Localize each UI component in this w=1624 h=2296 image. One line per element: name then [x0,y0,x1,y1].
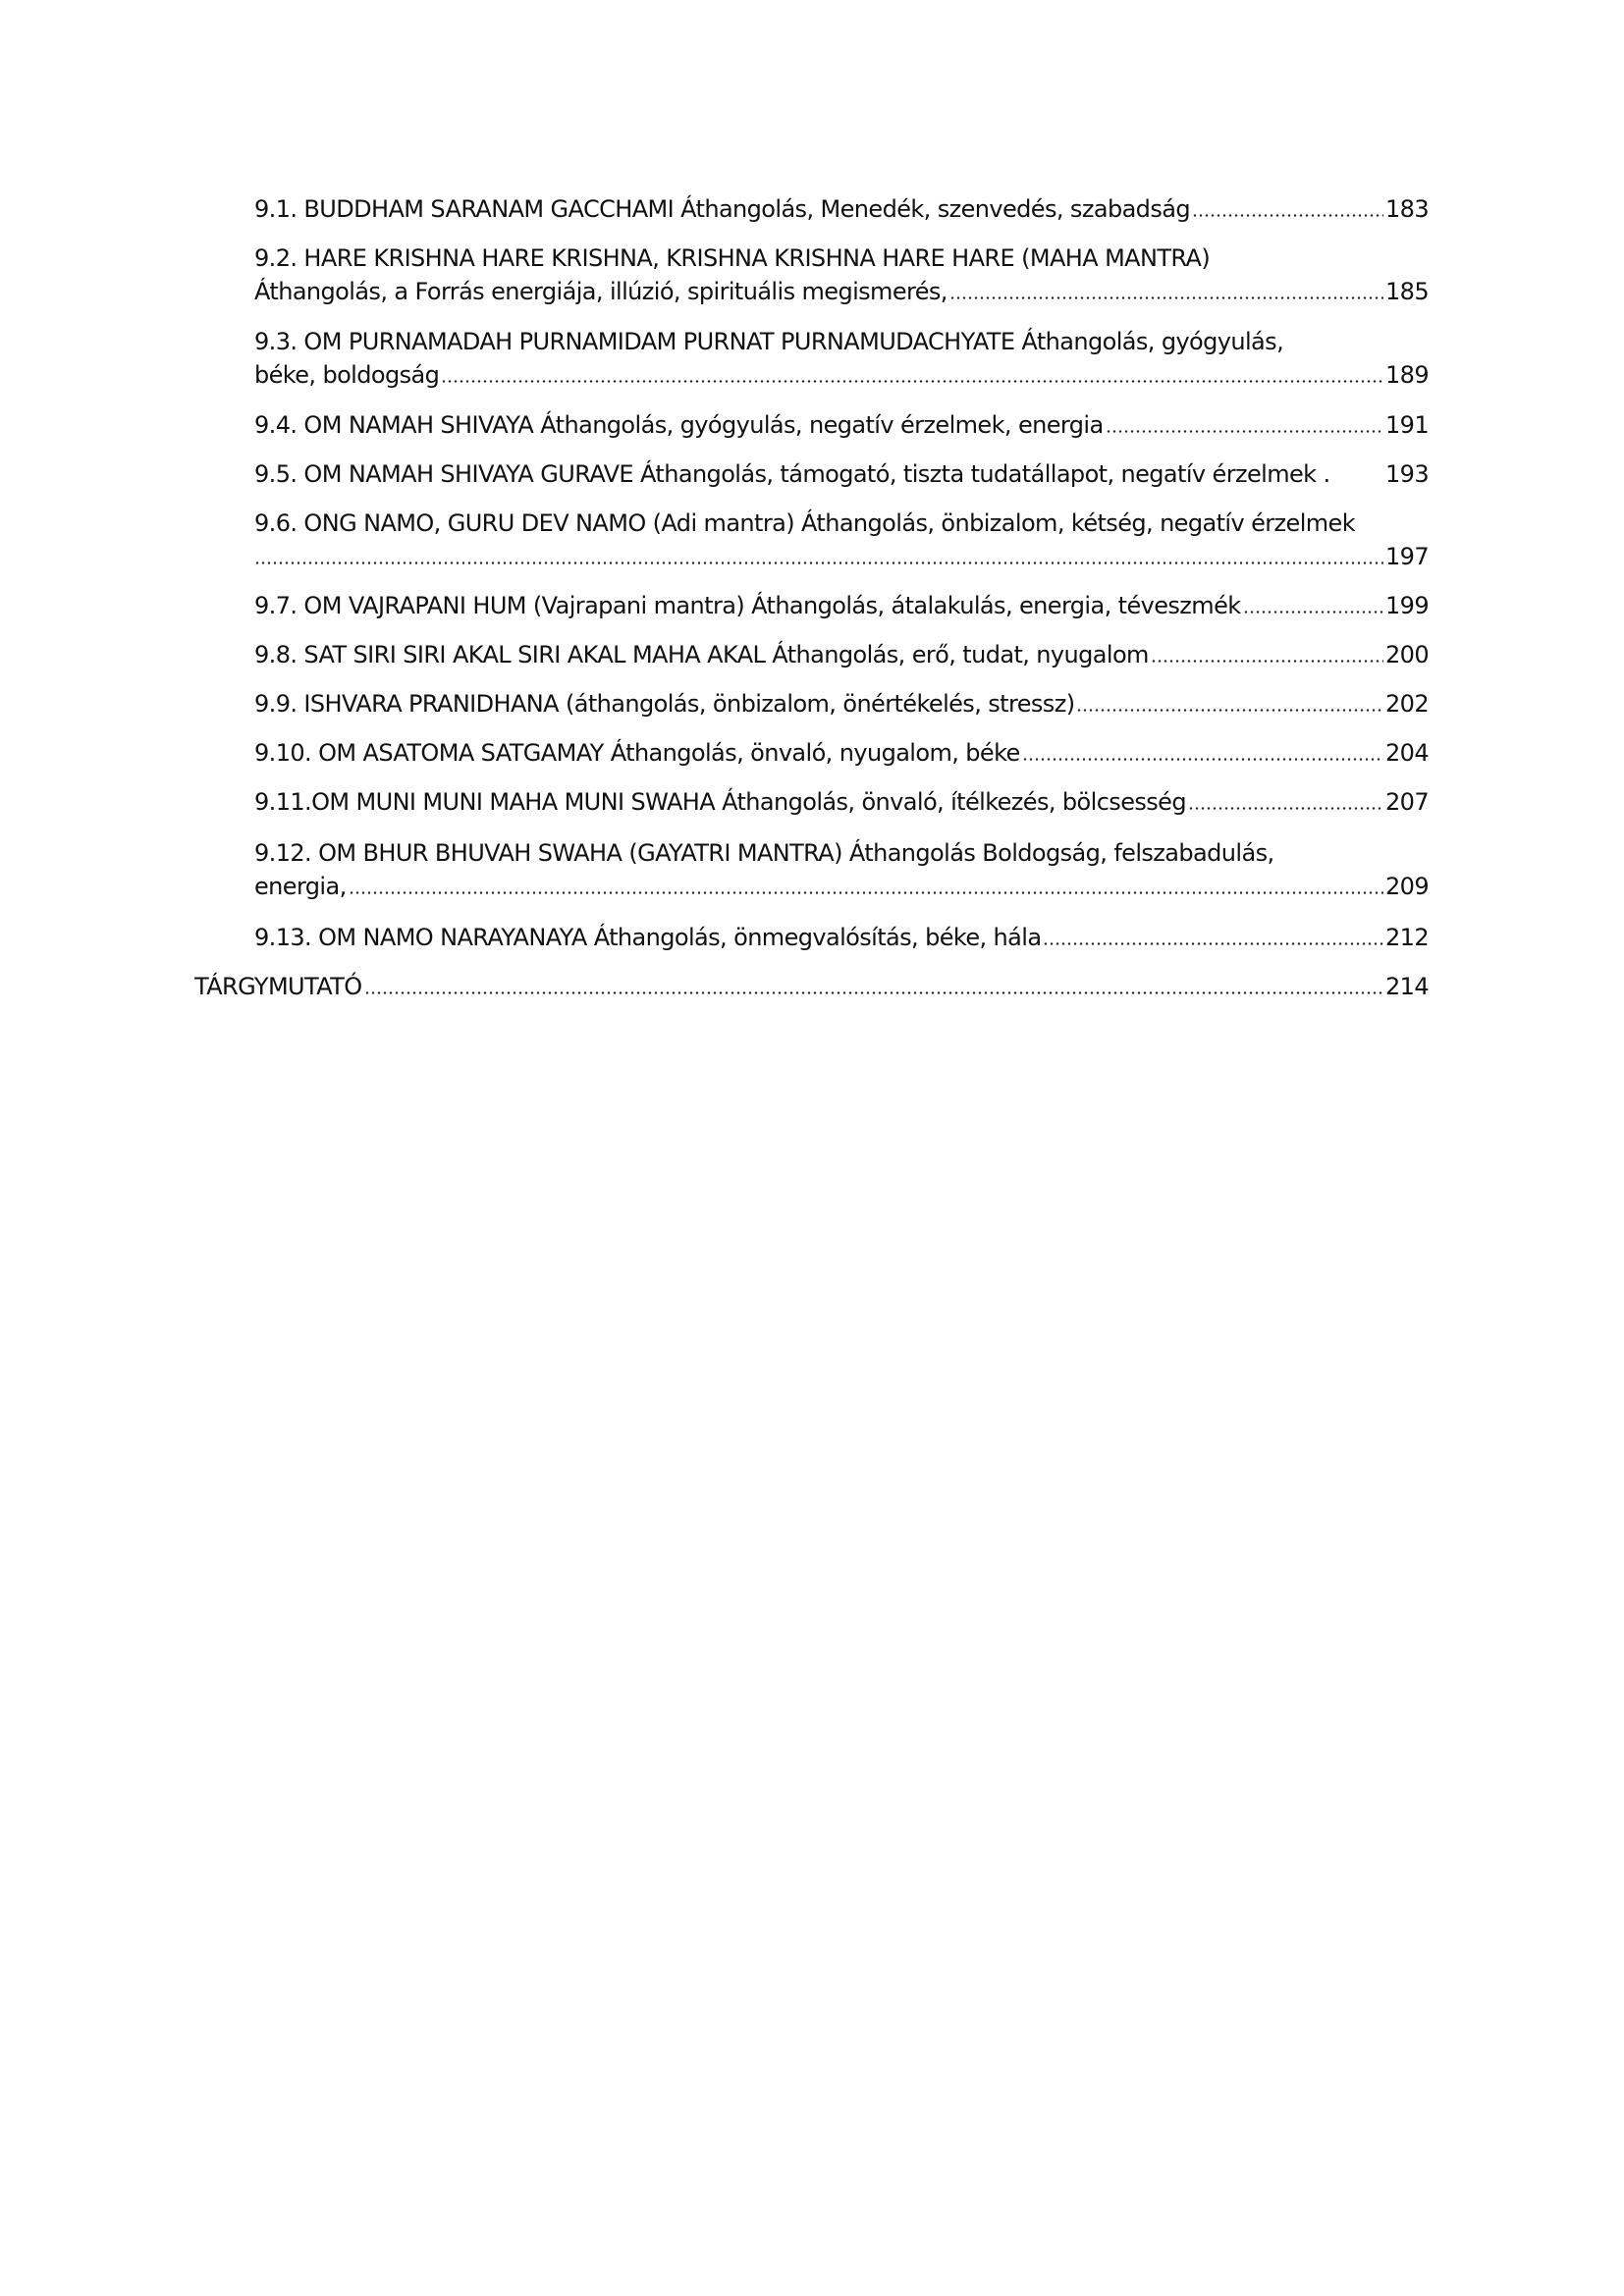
dot-leader [1188,785,1383,819]
toc-entry-title: 9.1. BUDDHAM SARANAM GACCHAMI Áthangolás, Menedék, szenvedés, szabadság [254,195,1190,223]
dot-leader [1106,408,1383,442]
toc-page-number: 191 [1384,411,1429,439]
toc-entry-title: 9.3. OM PURNAMADAH PURNAMIDAM PURNAT PURNAMUDACHYATE Áthangolás, gyógyulás, [254,328,1284,355]
toc-entry-title: 9.10. OM ASATOMA SATGAMAY Áthangolás, önvaló, nyugalom, béke [254,739,1020,767]
toc-entry-title: 9.5. OM NAMAH SHIVAYA GURAVE Áthangolás, támogató, tiszta tudatállapot, negatív érzelmek . [254,460,1330,488]
toc-entry-index[interactable] [194,970,1429,1003]
toc-line [254,325,1429,358]
dot-leader [1076,687,1383,721]
toc-entry-title-cont: energia, [254,873,347,900]
toc-entry-9-5[interactable] [254,457,1429,491]
toc-page-number: 204 [1384,739,1429,767]
toc-line [254,638,1429,671]
toc-page-number: 212 [1384,924,1429,951]
dot-leader [441,358,1383,392]
toc-line [254,589,1429,622]
toc-page-number: 199 [1384,592,1429,619]
toc-line [254,736,1429,770]
toc-page-number: 209 [1384,873,1429,900]
toc-entry-9-1[interactable] [254,192,1429,226]
dot-leader [349,870,1383,903]
toc-entry-title-cont: béke, boldogság [254,361,440,389]
toc-page-number: 202 [1384,690,1429,718]
toc-line [254,408,1429,442]
toc-line [254,241,1429,275]
toc-line [254,275,1429,308]
toc-line [254,687,1429,721]
dot-leader [254,540,1383,573]
toc-entry-9-13[interactable] [254,921,1429,954]
toc-page-number: 214 [1384,973,1429,1000]
toc-line [254,836,1429,870]
toc-page-number: 207 [1384,788,1429,816]
toc-line [254,457,1429,491]
toc-entry-9-7[interactable] [254,589,1429,622]
toc-page-number: 197 [1384,543,1429,570]
toc-line [254,507,1429,540]
toc-entry-9-6[interactable] [254,507,1429,573]
toc-entry-title: 9.11.OM MUNI MUNI MAHA MUNI SWAHA Áthangolás, önvaló, ítélkezés, bölcsesség [254,788,1186,816]
toc-index-title: TÁRGYMUTATÓ [194,973,362,1000]
toc-line [254,540,1429,573]
toc-page-number: 200 [1384,641,1429,668]
toc-entry-title: 9.13. OM NAMO NARAYANAYA Áthangolás, önmegvalósítás, béke, hála [254,924,1042,951]
toc-entry-9-2[interactable] [254,241,1429,308]
toc-entry-9-12[interactable] [254,836,1429,903]
toc-line [254,785,1429,819]
dot-leader [364,970,1383,1003]
dot-leader [1192,192,1383,226]
dot-leader [949,275,1383,308]
toc-page-number: 185 [1384,278,1429,305]
dot-leader [1022,736,1383,770]
toc-entry-title: 9.9. ISHVARA PRANIDHANA (áthangolás, önbizalom, önértékelés, stressz) [254,690,1075,718]
dot-leader [1151,638,1383,671]
toc-entry-title: 9.8. SAT SIRI SIRI AKAL SIRI AKAL MAHA AKAL Áthangolás, erő, tudat, nyugalom [254,641,1149,668]
toc-entry-9-4[interactable] [254,408,1429,442]
toc-line [254,192,1429,226]
toc-page-number: 183 [1384,195,1429,223]
toc-entry-title-cont: Áthangolás, a Forrás energiája, illúzió, spirituális megismerés, [254,278,947,305]
toc-line [254,921,1429,954]
toc-entry-9-9[interactable] [254,687,1429,721]
toc-entry-9-11[interactable] [254,785,1429,819]
toc-page-number: 189 [1384,361,1429,389]
toc-entry-title: 9.12. OM BHUR BHUVAH SWAHA (GAYATRI MANTRA) Áthangolás Boldogság, felszabadulás, [254,839,1274,867]
toc-line [254,358,1429,392]
toc-entry-9-8[interactable] [254,638,1429,671]
toc-entry-title: 9.4. OM NAMAH SHIVAYA Áthangolás, gyógyulás, negatív érzelmek, energia [254,411,1104,439]
toc-entry-title: 9.6. ONG NAMO, GURU DEV NAMO (Adi mantra) Áthangolás, önbizalom, kétség, negatív érzelmek [254,509,1356,537]
toc-page-number: 193 [1384,460,1429,488]
toc-entry-9-10[interactable] [254,736,1429,770]
dot-leader [1243,589,1383,622]
toc-entry-title: 9.7. OM VAJRAPANI HUM (Vajrapani mantra) Áthangolás, átalakulás, energia, téveszmék [254,592,1241,619]
dot-leader [1043,921,1383,954]
toc-entry-title: 9.2. HARE KRISHNA HARE KRISHNA, KRISHNA KRISHNA HARE HARE (MAHA MANTRA) [254,244,1211,272]
toc-line [194,970,1429,1003]
toc-entry-9-3[interactable] [254,325,1429,392]
toc-line [254,870,1429,903]
